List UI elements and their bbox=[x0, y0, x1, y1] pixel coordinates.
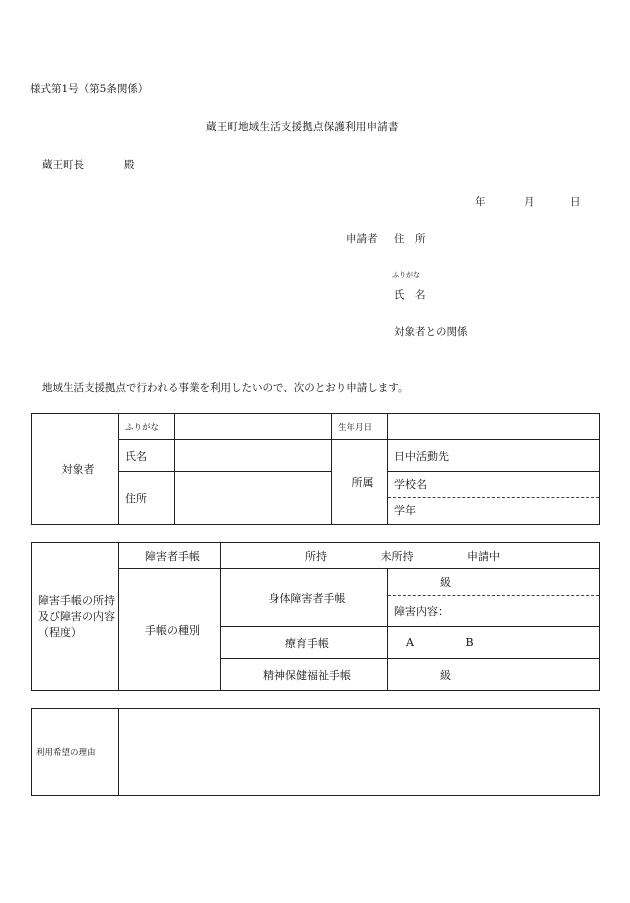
subject-table bbox=[31, 413, 600, 525]
subject-daytime-activity-field[interactable] bbox=[388, 440, 600, 472]
physical-handbook-label: 身体障害者手帳 bbox=[221, 569, 388, 627]
date-day-label: 日 bbox=[570, 196, 581, 208]
physical-grade-field[interactable] bbox=[388, 569, 600, 596]
rehab-option-a[interactable]: A bbox=[406, 636, 414, 649]
status-option-not-possessed[interactable]: 未所持 bbox=[380, 549, 414, 563]
applicant-relation-label: 対象者との関係 bbox=[394, 326, 468, 338]
addressee-name: 蔵王町長 bbox=[42, 159, 84, 171]
subject-birthdate-field[interactable] bbox=[388, 414, 600, 440]
subject-school-name-label: 学校名 bbox=[394, 478, 427, 491]
rehab-option-b[interactable]: B bbox=[465, 636, 474, 649]
subject-furigana-label: ふりがな bbox=[119, 414, 175, 440]
applicant-furigana-label: ふりがな bbox=[392, 271, 420, 279]
page-title: 蔵王町地域生活支援拠点保護利用申請書 bbox=[206, 121, 399, 133]
reason-label: 利用希望の理由 bbox=[32, 709, 119, 796]
status-option-applying[interactable]: 申請中 bbox=[467, 549, 500, 563]
subject-grade-label: 学年 bbox=[394, 504, 416, 517]
subject-birthdate-label: 生年月日 bbox=[332, 414, 388, 440]
handbook-status-options bbox=[221, 543, 600, 569]
handbook-type-label: 手帳の種別 bbox=[119, 569, 221, 691]
applicant-label: 申請者 bbox=[346, 233, 378, 245]
mental-grade-field[interactable] bbox=[388, 659, 600, 691]
disability-content-field[interactable] bbox=[388, 596, 600, 627]
subject-affiliation-label: 所属 bbox=[332, 440, 388, 525]
subject-grade-field[interactable] bbox=[388, 498, 599, 524]
subject-school-name-field[interactable] bbox=[388, 472, 599, 498]
application-statement: 地域生活支援拠点で行われる事業を利用したいので、次のとおり申請します。 bbox=[42, 382, 409, 394]
physical-grade-unit: 級 bbox=[440, 576, 451, 589]
mental-grade-unit: 級 bbox=[440, 668, 451, 682]
subject-furigana-field[interactable] bbox=[175, 414, 332, 440]
addressee-honorific: 殿 bbox=[124, 159, 135, 171]
disability-row-header: 障害手帳の所持及び障害の内容（程度） bbox=[32, 543, 119, 691]
subject-name-label: 氏名 bbox=[119, 440, 175, 472]
date-year-label: 年 bbox=[475, 196, 486, 208]
subject-name-field[interactable] bbox=[175, 440, 332, 472]
applicant-address-label: 住 所 bbox=[394, 233, 426, 245]
form-number: 様式第1号（第5条関係） bbox=[30, 83, 149, 95]
reason-field[interactable] bbox=[119, 709, 600, 796]
applicant-name-label: 氏 名 bbox=[394, 289, 426, 301]
subject-daytime-activity-label: 日中活動先 bbox=[394, 449, 449, 463]
subject-row-header: 対象者 bbox=[32, 414, 119, 525]
date-month-label: 月 bbox=[524, 196, 535, 208]
reason-table bbox=[31, 708, 600, 796]
handbook-label: 障害者手帳 bbox=[119, 543, 221, 569]
status-option-possessed[interactable]: 所持 bbox=[305, 549, 327, 563]
disability-content-label: 障害内容： bbox=[394, 605, 449, 618]
rehab-handbook-label: 療育手帳 bbox=[221, 627, 388, 659]
subject-address-field[interactable] bbox=[175, 472, 332, 525]
subject-address-label: 住所 bbox=[119, 472, 175, 525]
rehab-options bbox=[388, 627, 600, 659]
mental-handbook-label: 精神保健福祉手帳 bbox=[221, 659, 388, 691]
disability-table bbox=[31, 542, 600, 691]
